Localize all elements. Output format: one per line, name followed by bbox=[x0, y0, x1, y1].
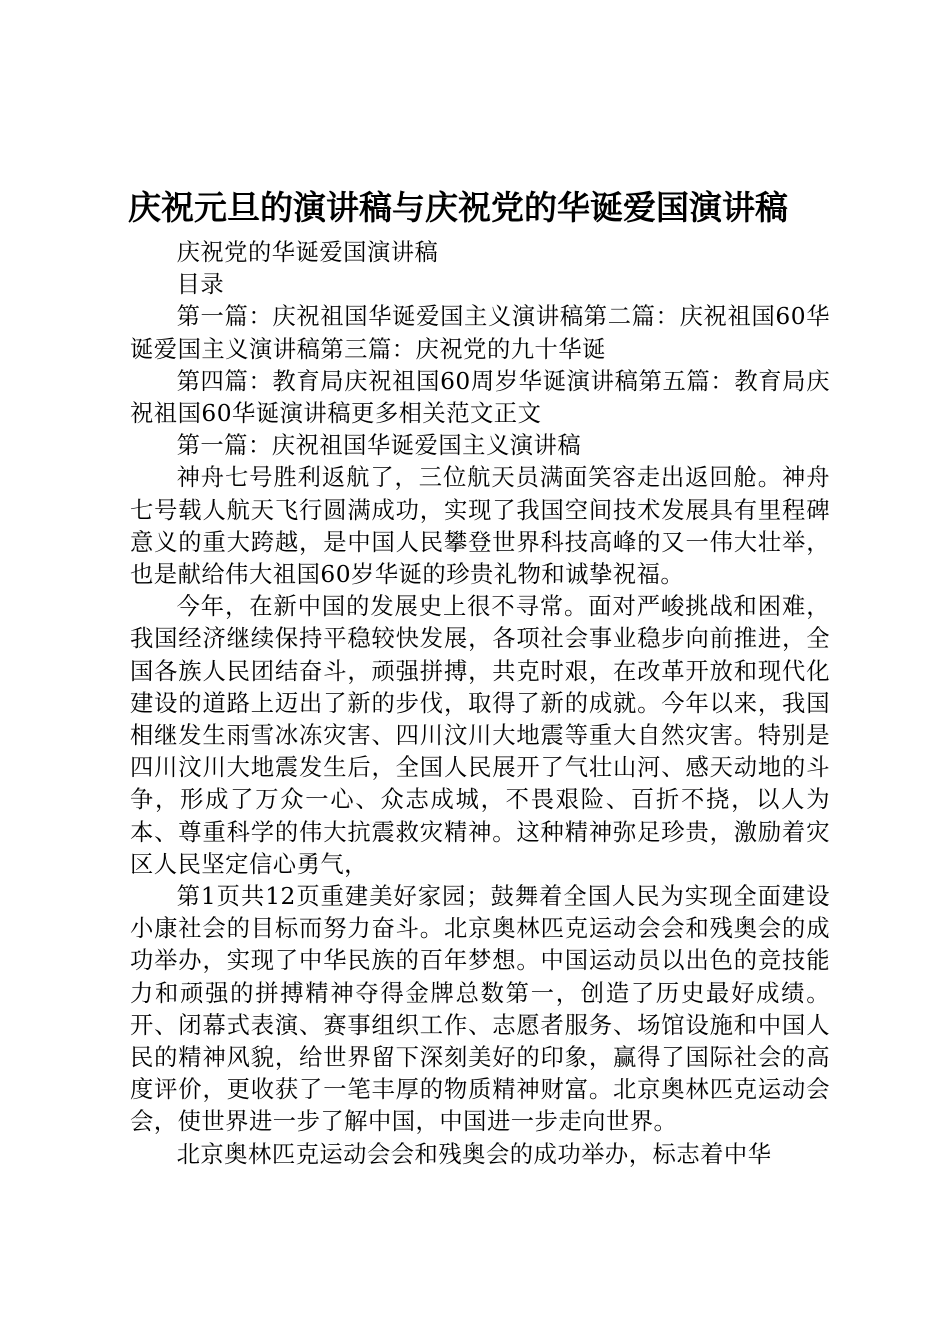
body-paragraph: 今年，在新中国的发展史上很不寻常。面对严峻挑战和困难，我国经济继续保持平稳较快发展，各项社会事业稳步向前推进，全国各族人民团结奋斗，顽强拼搏，共克时艰，在改革开放和现代化建设的道路上迈出了新的步伐，取得了新的成就。今年以来，我国相继发生雨雪冰冻灾害、四川汶川大地震等重大自然灾害。特别是四川汶川大地震发生后，全国人民展开了气壮山河、感天动地的斗争，形成了万众一心、众志成城，不畏艰险、百折不挠，以人为本、尊重科学的伟大抗震救灾精神。这种精神弥足珍贵，激励着灾区人民坚定信心勇气， bbox=[130, 593, 830, 878]
body-paragraph: 第1页共12页重建美好家园；鼓舞着全国人民为实现全面建设小康社会的目标而努力奋斗。北京奥林匹克运动会会和残奥会的成功举办，实现了中华民族的百年梦想。中国运动员以出色的竞技能力和顽强的拼搏精神夺得金牌总数第一，创造了历史最好成绩。开、闭幕式表演、赛事组织工作、志愿者服务、场馆设施和中国人民的精神风貌，给世界留下深刻美好的印象，赢得了国际社会的高度评价，更收获了一笔丰厚的物质精神财富。北京奥林匹克运动会会，使世界进一步了解中国，中国进一步走向世界。 bbox=[130, 883, 830, 1136]
toc-heading: 目录 bbox=[176, 271, 225, 299]
section-heading: 第一篇：庆祝祖国华诞爱国主义演讲稿 bbox=[176, 432, 582, 460]
document-body bbox=[130, 237, 830, 1171]
body-paragraph: 神舟七号胜利返航了，三位航天员满面笑容走出返回舱。神舟七号载人航天飞行圆满成功，实现了我国空间技术发展具有里程碑意义的重大跨越，是中国人民攀登世界科技高峰的又一伟大壮举，也是献给伟大祖国60岁华诞的珍贵礼物和诚挚祝福。 bbox=[130, 464, 830, 589]
toc-paragraph: 第四篇：教育局庆祝祖国60周岁华诞演讲稿第五篇：教育局庆祝祖国60华诞演讲稿更多相关范文正文 bbox=[130, 367, 830, 428]
body-paragraph: 北京奥林匹克运动会会和残奥会的成功举办，标志着中华 bbox=[176, 1140, 772, 1168]
document-title: 庆祝元旦的演讲稿与庆祝党的华诞爱国演讲稿 bbox=[128, 188, 788, 227]
toc-paragraph: 第一篇：庆祝祖国华诞爱国主义演讲稿第二篇：庆祝祖国60华诞爱国主义演讲稿第三篇：庆祝党的九十华诞 bbox=[130, 303, 830, 363]
subtitle-paragraph: 庆祝党的华诞爱国演讲稿 bbox=[176, 239, 439, 266]
